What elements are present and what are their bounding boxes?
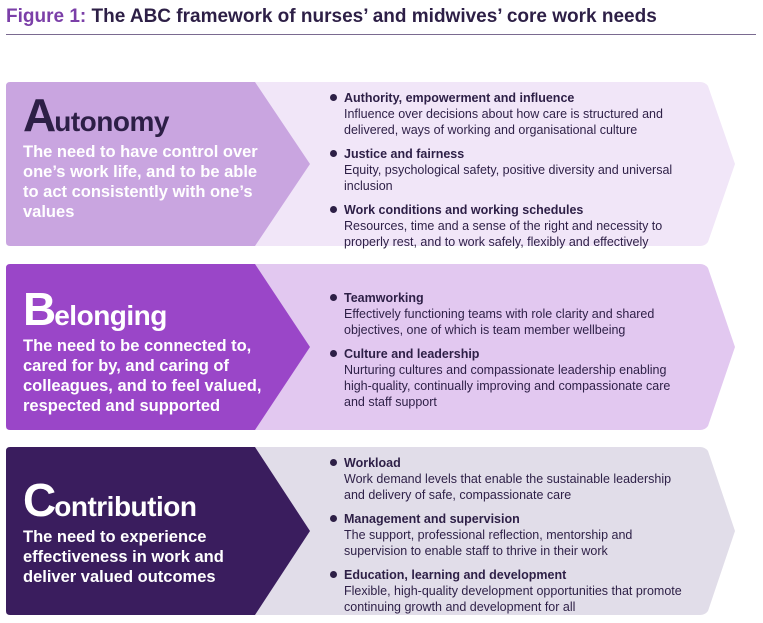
contribution-item <box>330 455 690 503</box>
figure-title <box>6 6 657 28</box>
autonomy-item <box>330 146 690 194</box>
item-title: Justice and fairness <box>344 147 465 161</box>
belonging-row <box>0 260 763 434</box>
item-title: Teamworking <box>344 291 424 305</box>
bullet-icon <box>330 150 337 157</box>
item-title: Culture and leadership <box>344 347 480 361</box>
autonomy-item <box>330 90 690 138</box>
bullet-icon <box>330 459 337 466</box>
contribution-description: The need to experience effectiveness in work and deliver valued outcomes <box>23 528 224 586</box>
belonging-item <box>330 346 690 410</box>
bullet-icon <box>330 206 337 213</box>
title-divider <box>6 34 756 35</box>
belonging-heading-rest: elonging <box>54 300 167 331</box>
autonomy-description: The need to have control over one’s work life, and to be able to act consistently with one’s values <box>23 143 258 221</box>
bullet-icon <box>330 515 337 522</box>
autonomy-heading <box>23 89 288 141</box>
item-text: Resources, time and a sense of the right and necessity to properly rest, and to work safely, flexibly and effectively <box>344 219 663 249</box>
figure-label: Figure 1: <box>6 6 87 27</box>
item-text: Flexible, high-quality development opportunities that promote continuing growth and development for all <box>344 584 682 614</box>
bullet-icon <box>330 294 337 301</box>
bullet-icon <box>330 350 337 357</box>
autonomy-row <box>0 78 763 250</box>
item-title: Authority, empowerment and influence <box>344 91 575 105</box>
contribution-item <box>330 567 690 615</box>
contribution-item <box>330 511 690 559</box>
item-text: The support, professional reflection, mentorship and supervision to enable staff to thrive in their work <box>344 528 633 558</box>
item-text: Effectively functioning teams with role clarity and shared objectives, one of which is team member wellbeing <box>344 307 655 337</box>
item-title: Management and supervision <box>344 512 520 526</box>
item-title: Workload <box>344 456 401 470</box>
item-text: Influence over decisions about how care is structured and delivered, ways of working and organisational culture <box>344 107 663 137</box>
item-title: Work conditions and working schedules <box>344 203 584 217</box>
item-text: Work demand levels that enable the sustainable leadership and delivery of safe, compassionate care <box>344 472 672 502</box>
belonging-description: The need to be connected to, cared for by, and caring of colleagues, and to feel valued, respected and supported <box>23 337 262 415</box>
autonomy-item <box>330 202 690 250</box>
bullet-icon <box>330 94 337 101</box>
belonging-heading <box>23 283 288 335</box>
contribution-heading-rest: ontribution <box>54 491 197 522</box>
item-title: Education, learning and development <box>344 568 567 582</box>
autonomy-initial: A <box>23 89 55 141</box>
figure-title-text: The ABC framework of nurses’ and midwives’ core work needs <box>91 6 657 27</box>
contribution-heading <box>23 474 288 526</box>
bullet-icon <box>330 571 337 578</box>
belonging-initial: B <box>23 283 55 335</box>
contribution-initial: C <box>23 474 55 526</box>
item-text: Equity, psychological safety, positive diversity and universal inclusion <box>344 163 673 193</box>
belonging-item <box>330 290 690 338</box>
contribution-row <box>0 443 763 619</box>
item-text: Nurturing cultures and compassionate leadership enabling high-quality, continually improving and compassionate care and staff support <box>344 363 671 409</box>
autonomy-heading-rest: utonomy <box>54 106 169 137</box>
